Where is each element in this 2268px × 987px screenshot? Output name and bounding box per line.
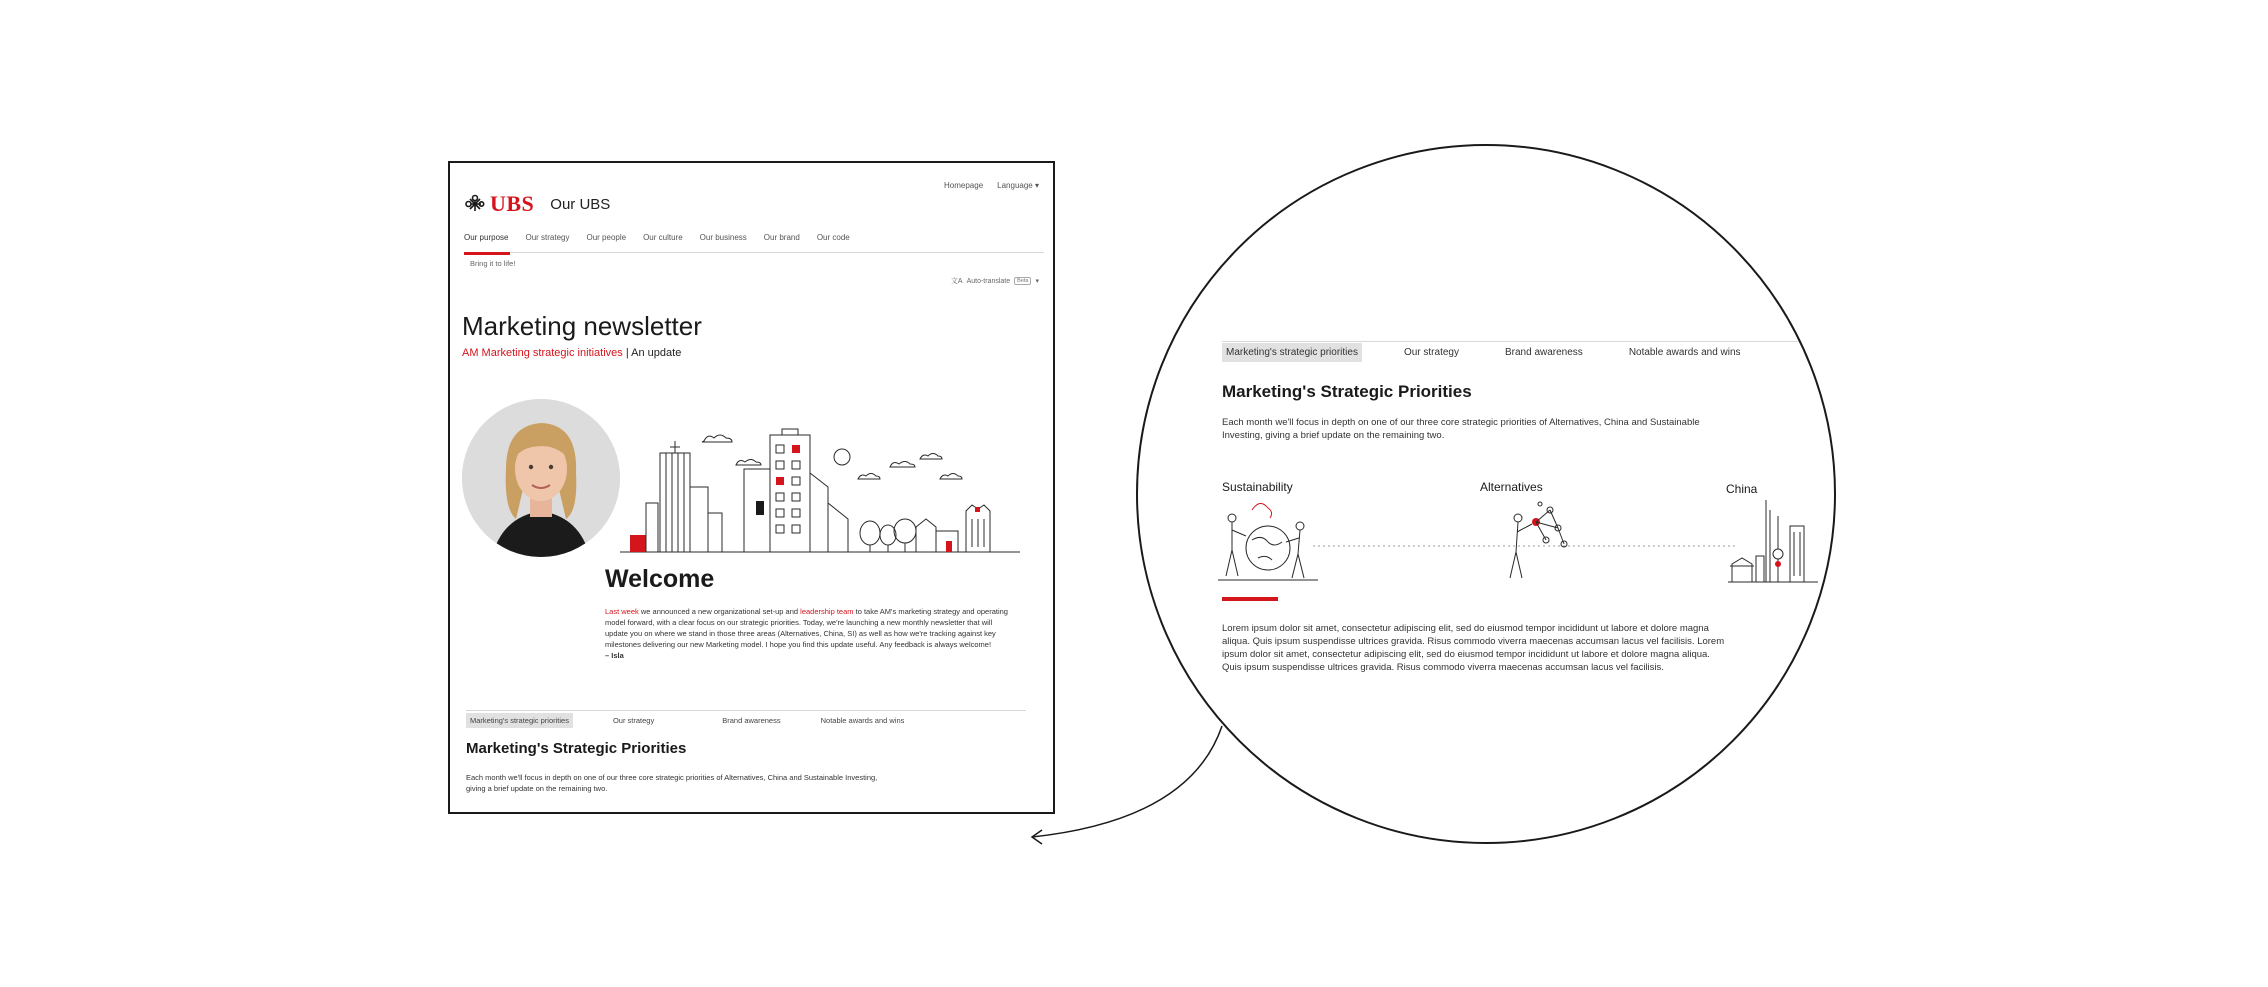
beta-badge: Beta bbox=[1014, 277, 1031, 285]
tab-brand-awareness-zoomed[interactable]: Brand awareness bbox=[1504, 347, 1583, 358]
ubs-keys-icon bbox=[464, 193, 486, 215]
leadership-team-link[interactable]: leadership team bbox=[800, 607, 854, 616]
tab-brand-awareness[interactable]: Brand awareness bbox=[722, 716, 781, 725]
ubs-wordmark: UBS bbox=[490, 191, 535, 216]
portrait-illustration bbox=[462, 399, 620, 557]
priority-sustainability[interactable]: Sustainability bbox=[1222, 480, 1293, 494]
strategic-priorities-body-zoomed: Each month we'll focus in depth on one of our three core strategic priorities of Alternatives, China and Sustainable Investing, giving a brief update on the remaining two. bbox=[1222, 417, 1700, 441]
nav-our-brand[interactable]: Our brand bbox=[763, 233, 800, 242]
nav-our-business[interactable]: Our business bbox=[699, 233, 747, 242]
translate-icon: 文A bbox=[950, 278, 963, 285]
priorities-illustration bbox=[1218, 496, 1818, 586]
page-subtitle bbox=[462, 347, 681, 359]
section-tabs-zoomed bbox=[1222, 341, 1836, 362]
author-portrait bbox=[462, 399, 620, 557]
main-nav bbox=[464, 233, 1044, 253]
ubs-logo[interactable] bbox=[464, 191, 610, 217]
strategic-priorities-title-zoomed: Marketing's Strategic Priorities bbox=[1222, 382, 1472, 401]
newsletter-page-frame bbox=[448, 161, 1055, 814]
section-tabs bbox=[466, 710, 1026, 728]
signature: – Isla bbox=[605, 651, 624, 660]
sub-nav-item[interactable]: Bring it to life! bbox=[470, 259, 516, 268]
tab-notable-awards-zoomed[interactable]: Notable awards and wins bbox=[1628, 347, 1741, 358]
nav-our-strategy[interactable]: Our strategy bbox=[525, 233, 570, 242]
utility-nav bbox=[944, 181, 1039, 190]
strategic-priorities-title: Marketing's Strategic Priorities bbox=[466, 740, 687, 757]
subtitle-separator: | bbox=[622, 347, 632, 359]
nav-our-code[interactable]: Our code bbox=[816, 233, 850, 242]
intro-text-2: to take AM's marketing strategy and operating model forward, with a clear focus on our strategic priorities. Today, we're launching a new monthly newsletter that will update you on where we stand in those three areas (Alternatives, China, SI) as well as how we're tracking against key milestones delivering our new Marketing model. I hope you find this update useful. Any feedback is always welcome! bbox=[605, 607, 1008, 649]
language-dropdown[interactable] bbox=[997, 181, 1039, 190]
chevron-down-icon: ▾ bbox=[1035, 278, 1039, 285]
language-label: Language bbox=[997, 181, 1033, 190]
priority-description: Lorem ipsum dolor sit amet, consectetur adipiscing elit, sed do eiusmod tempor incididunt ut labore et dolore magna aliqua. Quis ipsum suspendisse ultrices gravida. Risus commodo viverra maecenas accumsan lacus vel facilisis. Lorem ipsum dolor sit amet, consectetur adipiscing elit, sed do eiusmod tempor incididunt ut labore et dolore magna aliqua. Quis ipsum suspendisse ultrices gravida. Risus commodo viverra maecenas accumsan lacus vel facilisis. bbox=[1222, 623, 1725, 673]
nav-our-people[interactable]: Our people bbox=[586, 233, 627, 242]
intro-text-1: we announced a new organizational set-up and bbox=[638, 607, 801, 616]
priority-alternatives[interactable]: Alternatives bbox=[1480, 480, 1543, 494]
priority-selected-indicator bbox=[1222, 597, 1278, 601]
city-skyline-illustration bbox=[620, 423, 1020, 553]
page-title: Marketing newsletter bbox=[462, 311, 702, 341]
magnified-detail-circle bbox=[1136, 144, 1836, 844]
priority-china[interactable]: China bbox=[1726, 482, 1758, 496]
site-name: Our UBS bbox=[550, 195, 611, 213]
tab-our-strategy[interactable]: Our strategy bbox=[612, 716, 655, 725]
subtitle-text: An update bbox=[631, 347, 682, 359]
tab-our-strategy-zoomed[interactable]: Our strategy bbox=[1403, 347, 1459, 358]
tab-strategic-priorities-zoomed[interactable]: Marketing's strategic priorities bbox=[1222, 343, 1362, 362]
nav-our-culture[interactable]: Our culture bbox=[643, 233, 683, 242]
welcome-heading: Welcome bbox=[605, 565, 715, 593]
chevron-down-icon: ▾ bbox=[1034, 181, 1039, 190]
tab-notable-awards[interactable]: Notable awards and wins bbox=[820, 716, 905, 725]
tab-strategic-priorities[interactable]: Marketing's strategic priorities bbox=[466, 713, 573, 728]
last-week-link[interactable]: Last week bbox=[605, 607, 639, 616]
nav-our-purpose[interactable]: Our purpose bbox=[464, 233, 508, 253]
autotranslate-label: Auto-translate bbox=[966, 277, 1011, 285]
strategic-priorities-body: Each month we'll focus in depth on one of our three core strategic priorities of Alternatives, China and Sustainable Investing, giving a brief update on the remaining two. bbox=[466, 773, 878, 793]
subtitle-link[interactable]: AM Marketing strategic initiatives bbox=[462, 347, 623, 359]
autotranslate-toggle[interactable] bbox=[951, 276, 1039, 286]
welcome-intro bbox=[605, 606, 1013, 661]
homepage-link[interactable]: Homepage bbox=[944, 181, 984, 190]
